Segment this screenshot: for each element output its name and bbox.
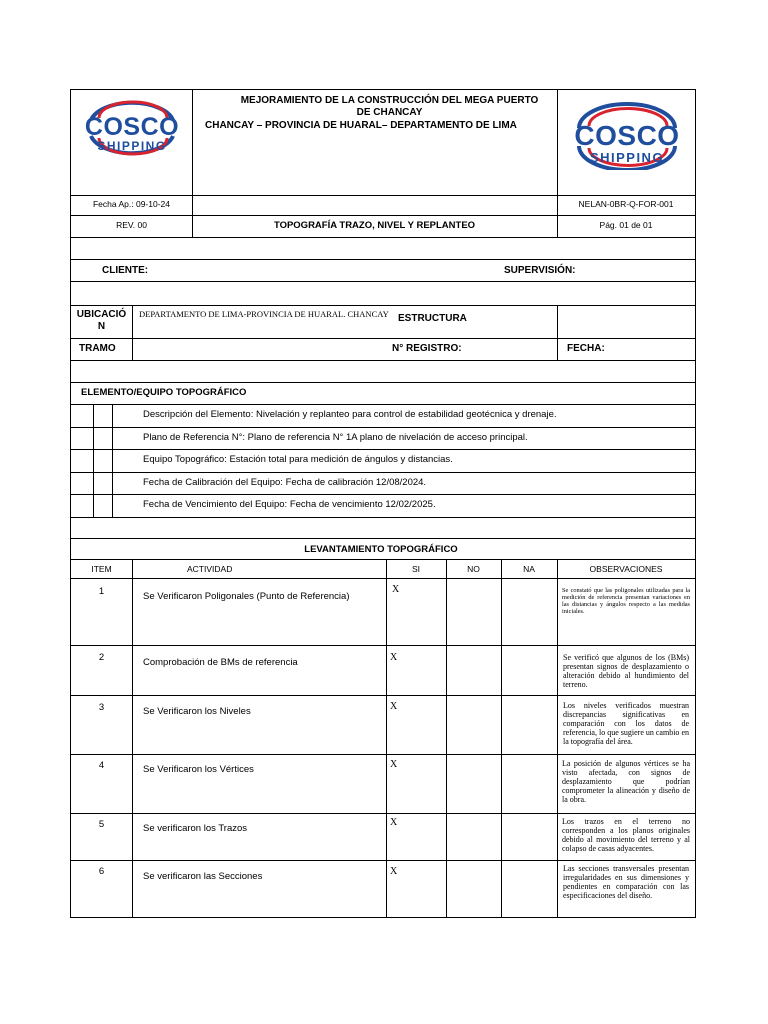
col-header-item: ITEM bbox=[91, 564, 112, 574]
row-si-mark: X bbox=[390, 759, 398, 770]
row-item: 4 bbox=[98, 760, 105, 771]
document-code: NELAN-0BR-Q-FOR-001 bbox=[578, 199, 674, 209]
row-item: 3 bbox=[98, 702, 105, 713]
row-actividad: Comprobación de BMs de referencia bbox=[143, 657, 298, 668]
logo-sub: SHIPPING bbox=[589, 150, 665, 165]
row-si-mark: X bbox=[390, 701, 398, 712]
survey-heading: LEVANTAMIENTO TOPOGRÁFICO bbox=[304, 544, 458, 555]
ubicacion-value: DEPARTAMENTO DE LIMA-PROVINCIA DE HUARAL. CHANCAY bbox=[139, 309, 389, 319]
revision: REV. 00 bbox=[116, 220, 147, 230]
logo-brand: COSCO bbox=[574, 120, 680, 151]
project-title bbox=[192, 95, 557, 119]
col-header-na: NA bbox=[523, 564, 535, 574]
logo-brand: COSCO bbox=[84, 113, 180, 141]
row-si-mark: X bbox=[390, 866, 398, 877]
cosco-logo-right bbox=[563, 102, 691, 170]
row-si-mark: X bbox=[390, 652, 398, 663]
row-item: 2 bbox=[98, 652, 105, 663]
equipment-heading: ELEMENTO/EQUIPO TOPOGRÁFICO bbox=[81, 387, 247, 398]
row-item: 1 bbox=[98, 586, 105, 597]
equipment-row: Fecha de Vencimiento del Equipo: Fecha de vencimiento 12/02/2025. bbox=[143, 499, 436, 510]
registro-label: N° REGISTRO: bbox=[392, 343, 462, 354]
cosco-logo-left bbox=[77, 96, 187, 158]
title-line-3: CHANCAY – PROVINCIA DE HUARAL– DEPARTAMENTO DE LIMA bbox=[205, 120, 517, 131]
row-actividad: Se verificaron las Secciones bbox=[143, 871, 263, 882]
row-observacion: Se constató que las poligonales utilizadas para la medición de referencia presentan variaciones en las distancias y ángulos respecto a las medidas iniciales. bbox=[562, 587, 690, 616]
ubicacion-label bbox=[71, 309, 132, 333]
fecha-label: FECHA: bbox=[567, 343, 605, 354]
ubicacion-label-line-2: N bbox=[97, 321, 106, 332]
row-si-mark: X bbox=[392, 584, 400, 595]
row-si-mark: X bbox=[390, 817, 398, 828]
cliente-label: CLIENTE: bbox=[102, 265, 149, 276]
col-header-observaciones: OBSERVACIONES bbox=[589, 564, 663, 574]
form-frame bbox=[70, 89, 696, 918]
document-title: TOPOGRAFÍA TRAZO, NIVEL Y REPLANTEO bbox=[273, 220, 476, 231]
ubicacion-label-line-1: UBICACIÓ bbox=[76, 309, 127, 320]
title-line-1: MEJORAMIENTO DE LA CONSTRUCCIÓN DEL MEGA PUERTO bbox=[240, 95, 539, 106]
row-actividad: Se verificaron los Trazos bbox=[143, 823, 248, 834]
col-header-no: NO bbox=[467, 564, 480, 574]
page-number: Pág. 01 de 01 bbox=[599, 220, 653, 230]
logo-sub: SHIPPING bbox=[97, 139, 167, 153]
col-header-si: SI bbox=[411, 564, 421, 574]
equipment-row: Equipo Topográfico: Estación total para medición de ángulos y distancias. bbox=[143, 454, 453, 465]
supervision-label: SUPERVISIÓN: bbox=[504, 265, 576, 276]
fecha-aprobacion: Fecha Ap.: 09-10-24 bbox=[92, 199, 171, 209]
tramo-label: TRAMO bbox=[79, 343, 116, 354]
title-line-2: DE CHANCAY bbox=[356, 107, 423, 118]
estructura-label: ESTRUCTURA bbox=[398, 313, 467, 324]
row-observacion: Los niveles verificados muestran discrepancias significativas en comparación con los datos de referencia, lo que sugiere un cambio en la topografía del área. bbox=[563, 701, 689, 746]
row-item: 6 bbox=[98, 866, 105, 877]
row-item: 5 bbox=[98, 819, 105, 830]
row-observacion: Las secciones transversales presentan irregularidades en sus dimensiones y pendientes en comparación con las especificaciones del diseño. bbox=[563, 864, 689, 900]
row-observacion: Los trazos en el terreno no corresponden a los planos originales debido al movimiento del terreno y al colapso de casas adyacentes. bbox=[562, 817, 690, 853]
row-actividad: Se Verificaron Poligonales (Punto de Referencia) bbox=[143, 591, 350, 602]
row-actividad: Se Verificaron los Niveles bbox=[143, 706, 251, 717]
equipment-row: Fecha de Calibración del Equipo: Fecha de calibración 12/08/2024. bbox=[143, 477, 427, 488]
equipment-row: Plano de Referencia N°: Plano de referencia N° 1A plano de nivelación de acceso principal. bbox=[143, 432, 528, 443]
row-actividad: Se Verificaron los Vértices bbox=[143, 764, 254, 775]
equipment-row: Descripción del Elemento: Nivelación y replanteo para control de estabilidad geotécnica y drenaje. bbox=[143, 409, 557, 420]
col-header-actividad: ACTIVIDAD bbox=[187, 564, 233, 574]
row-observacion: La posición de algunos vértices se ha visto afectada, con signos de desplazamiento que podrían comprometer la alineación y diseño de la obra. bbox=[562, 759, 690, 804]
row-observacion: Se verificó que algunos de los (BMs) presentan signos de desplazamiento o alteración debido al hundimiento del terreno. bbox=[563, 653, 689, 689]
